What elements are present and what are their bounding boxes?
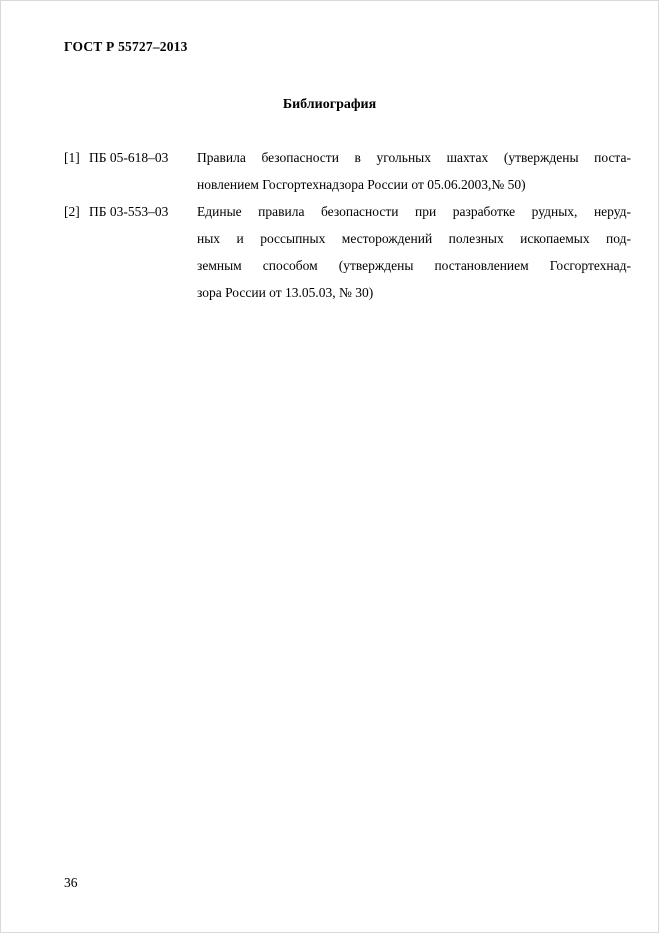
entry-code: ПБ 05-618–03 [89, 150, 169, 165]
entry-text-line: Единые правила безопасности при разработке рудных, неруд- [197, 204, 631, 219]
entry-ref-number: [2] [64, 204, 80, 219]
page-number: 36 [64, 875, 78, 890]
entry-text-line: новлением Госгортехнадзора России от 05.06.2003,№ 50) [197, 177, 526, 192]
entry-code: ПБ 03-553–03 [89, 204, 169, 219]
document-header: ГОСТ Р 55727–2013 [64, 39, 188, 54]
bibliography-entry [64, 144, 631, 198]
entry-ref-number: [1] [64, 150, 80, 165]
entry-text-line: Правила безопасности в угольных шахтах (утверждены поста- [197, 150, 631, 165]
entry-text-line: ных и россыпных месторождений полезных ископаемых под- [197, 231, 631, 246]
entry-description [197, 198, 631, 306]
entry-description [197, 144, 631, 198]
bibliography-entry [64, 198, 631, 306]
bibliography-title: Библиография [282, 97, 377, 112]
entry-text-line: зора России от 13.05.03, № 30) [197, 285, 374, 300]
bibliography-list [64, 144, 631, 306]
entry-text-line: земным способом (утверждены постановлением Госгортехнад- [197, 258, 631, 273]
